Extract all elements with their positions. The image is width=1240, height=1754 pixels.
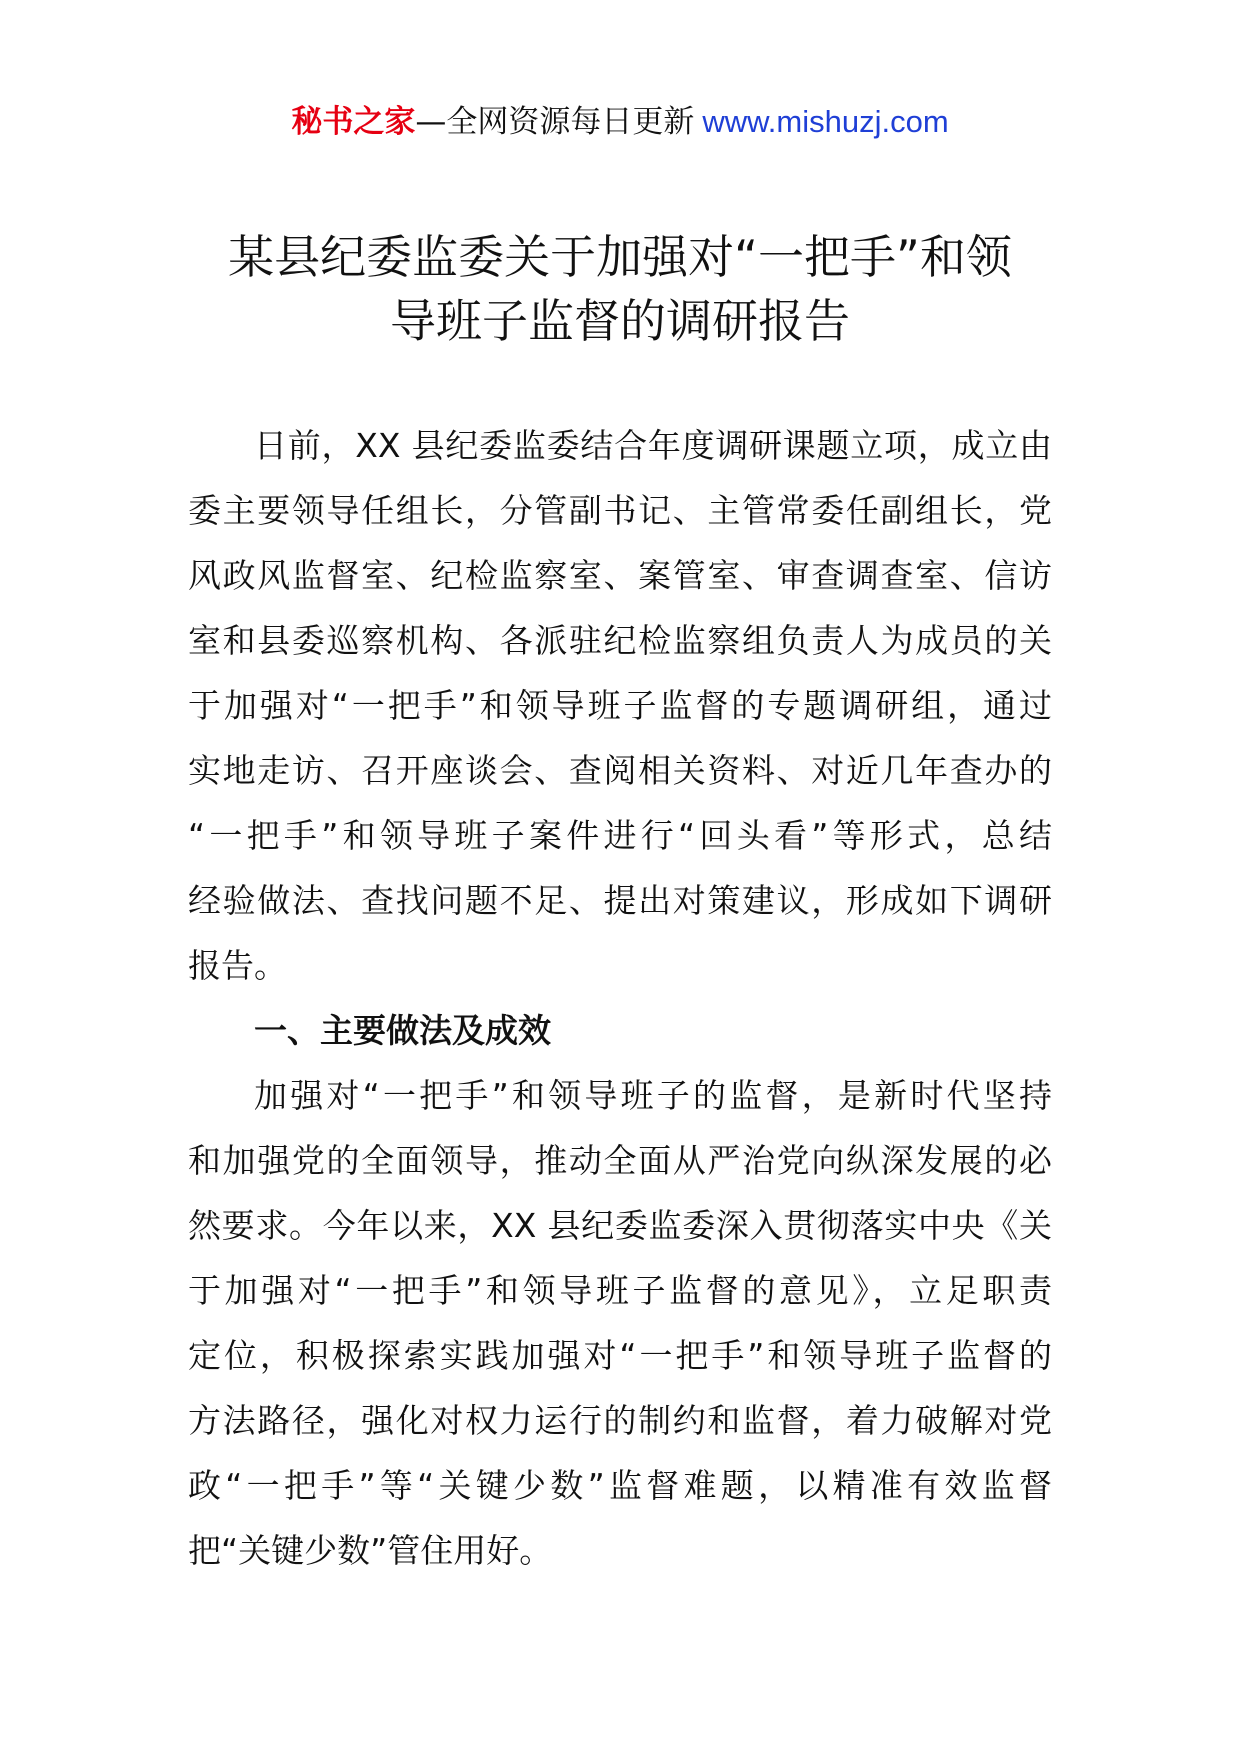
paragraph-line: 实地走访、召开座谈会、查阅相关资料、对近几年查办的: [188, 751, 1052, 790]
paragraph-line: 报告。: [188, 946, 287, 985]
paragraph-line: “一把手”和领导班子案件进行“回头看”等形式，总结: [188, 816, 1052, 855]
paragraph-line: 于加强对“一把手”和领导班子监督的专题调研组，通过: [188, 686, 1052, 725]
paragraph-line: 然要求。今年以来，XX 县纪委监委深入贯彻落实中央《关: [188, 1206, 1052, 1245]
title-line-1: 某县纪委监委关于加强对“一把手”和领: [228, 230, 1012, 284]
header-banner: [0, 100, 1240, 144]
paragraph-line: 加强对“一把手”和领导班子的监督，是新时代坚持: [254, 1076, 1052, 1115]
document-body: [188, 413, 1052, 1583]
brand-name: 秘书之家: [291, 104, 416, 140]
website-link[interactable]: www.mishuzj.com: [702, 104, 949, 139]
paragraph-intro: [188, 413, 1052, 998]
paragraph-line: 室和县委巡察机构、各派驻纪检监察组负责人为成员的关: [188, 621, 1052, 660]
paragraph-line: 于加强对“一把手”和领导班子监督的意见》，立足职责: [188, 1271, 1052, 1310]
paragraph-line: 政“一把手”等“关键少数”监督难题，以精准有效监督: [188, 1466, 1052, 1505]
paragraph-line: 委主要领导任组长，分管副书记、主管常委任副组长，党: [188, 491, 1052, 530]
paragraph-line: 方法路径，强化对权力运行的制约和监督，着力破解对党: [188, 1401, 1052, 1440]
header-tagline: —全网资源每日更新: [415, 104, 695, 140]
paragraph-main-practices: [188, 1063, 1052, 1583]
document-title: [150, 225, 1090, 353]
paragraph-line: 风政风监督室、纪检监察室、案管室、审查调查室、信访: [188, 556, 1052, 595]
paragraph-line: 和加强党的全面领导，推动全面从严治党向纵深发展的必: [188, 1141, 1052, 1180]
paragraph-line: 把“关键少数”管住用好。: [188, 1531, 553, 1570]
paragraph-line: 经验做法、查找问题不足、提出对策建议，形成如下调研: [188, 881, 1052, 920]
paragraph-line: 日前，XX 县纪委监委结合年度调研课题立项，成立由: [254, 426, 1052, 465]
section-heading: 一、主要做法及成效: [254, 1011, 551, 1050]
title-line-2: 导班子监督的调研报告: [390, 294, 850, 348]
paragraph-line: 定位，积极探索实践加强对“一把手”和领导班子监督的: [188, 1336, 1052, 1375]
